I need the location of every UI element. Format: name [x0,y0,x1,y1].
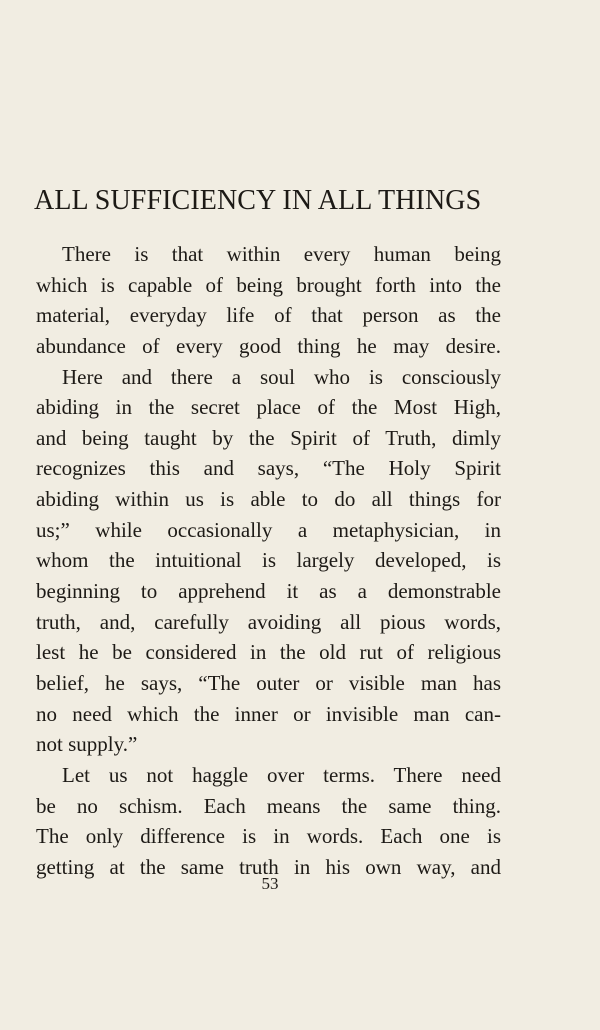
page-number: 53 [261,874,279,893]
text-line: truth, and, carefully avoiding all pious words, [36,609,501,634]
text-line: be no schism. Each means the same thing. [36,793,501,818]
text-line: abiding within us is able to do all things for [36,487,501,512]
text-line: us;” while occasionally a metaphysician, in [36,517,501,542]
text-line: whom the intuitional is largely developed, is [36,548,501,573]
text-line: There is that within every human being [62,242,501,266]
text-line: The only difference is in words. Each one is [36,824,501,849]
text-line: which is capable of being brought forth into the [36,272,501,297]
text-line: beginning to apprehend it as a demonstrable [36,579,501,604]
text-line: Here and there a soul who is consciously [62,364,501,389]
text-line: Let us not haggle over terms. There need [62,762,501,787]
text-line: belief, he says, “The outer or visible man has [36,670,501,695]
text-line: lest he be considered in the old rut of religious [36,640,501,665]
text-line: getting at the same truth in his own way, and [36,854,501,879]
text-line: abiding in the secret place of the Most High, [36,395,501,420]
text-line: material, everyday life of that person as the [36,303,501,328]
text-line: and being taught by the Spirit of Truth, dimly [36,425,501,450]
text-line: abundance of every good thing he may desire. [36,333,501,358]
text-line: not supply.” [36,732,138,757]
body-text [36,239,501,882]
text-line: recognizes this and says, “The Holy Spirit [36,456,501,481]
text-line: no need which the inner or invisible man can- [36,701,501,726]
chapter-title: ALL SUFFICIENCY IN ALL THINGS [34,185,482,216]
